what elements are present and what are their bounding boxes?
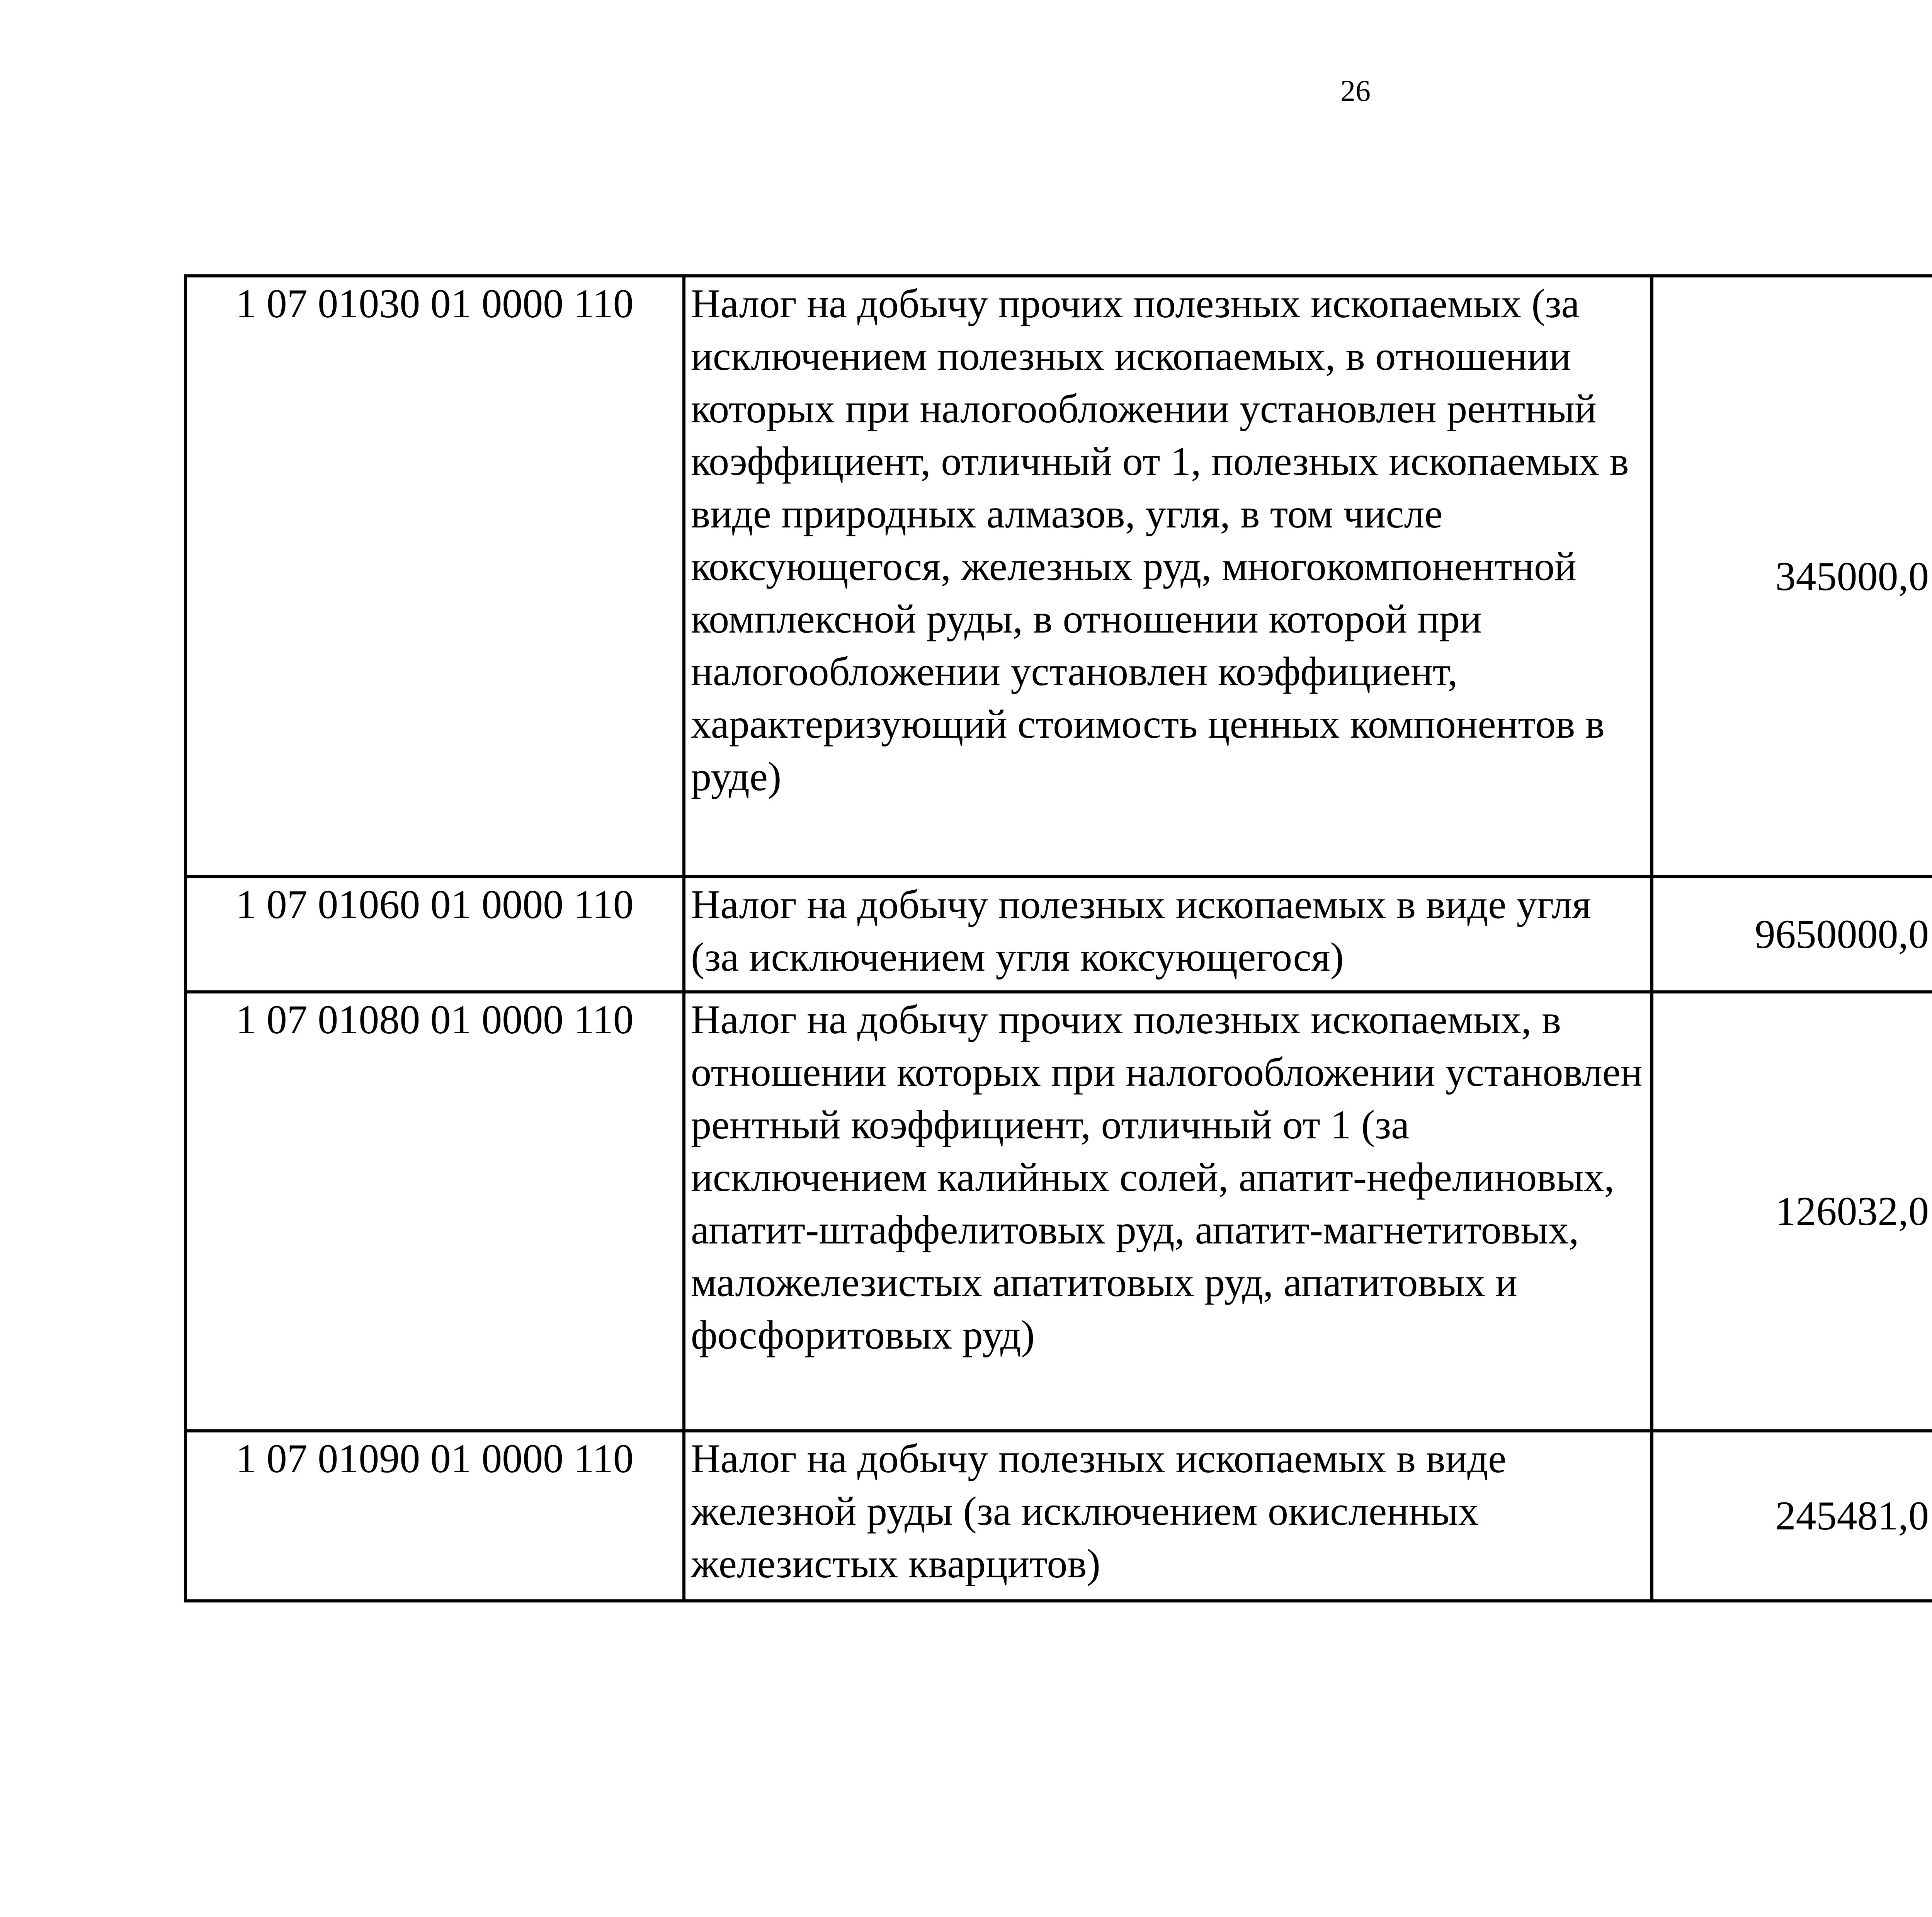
amount-cell-1: 126032,0 — [1652, 992, 1932, 1431]
description-cell: Налог на добычу полезных ископаемых в виде угля (за исключением угля коксующегося) — [684, 877, 1652, 992]
description-cell: Налог на добычу прочих полезных ископаемых, в отношении которых при налогообложении установлен рентный коэффициент, отличный от 1 (за исключением калийных солей, апатит-нефелиновых, апатит-штаффелитовых руд, апатит-магнетитовых, маложелезистых апатитовых руд, апатитовых и фосфоритовых руд) — [684, 992, 1652, 1431]
table-row — [185, 992, 1932, 1431]
amount-cell-1: 9650000,0 — [1652, 877, 1932, 992]
table-row — [185, 1431, 1932, 1601]
budget-code-cell: 1 07 01090 01 0000 110 — [185, 1431, 684, 1601]
budget-code-cell: 1 07 01030 01 0000 110 — [185, 276, 684, 877]
revenue-table — [184, 274, 1932, 1602]
budget-code-cell: 1 07 01060 01 0000 110 — [185, 877, 684, 992]
budget-code-cell: 1 07 01080 01 0000 110 — [185, 992, 684, 1431]
description-cell: Налог на добычу прочих полезных ископаемых (за исключением полезных ископаемых, в отношении которых при налогообложении установлен рентный коэффициент, отличный от 1, полезных ископаемых в виде природных алмазов, угля, в том числе коксующегося, железных руд, многокомпонентной комплексной руды, в отношении которой при налогообложении установлен коэффициент, характеризующий стоимость ценных компонентов в руде) — [684, 276, 1652, 877]
table-row — [185, 276, 1932, 877]
amount-cell-1: 345000,0 — [1652, 276, 1932, 877]
amount-cell-1: 245481,0 — [1652, 1431, 1932, 1601]
page-number: 26 — [1340, 74, 1371, 107]
table-row — [185, 877, 1932, 992]
description-cell: Налог на добычу полезных ископаемых в виде железной руды (за исключением окисленных железистых кварцитов) — [684, 1431, 1652, 1601]
